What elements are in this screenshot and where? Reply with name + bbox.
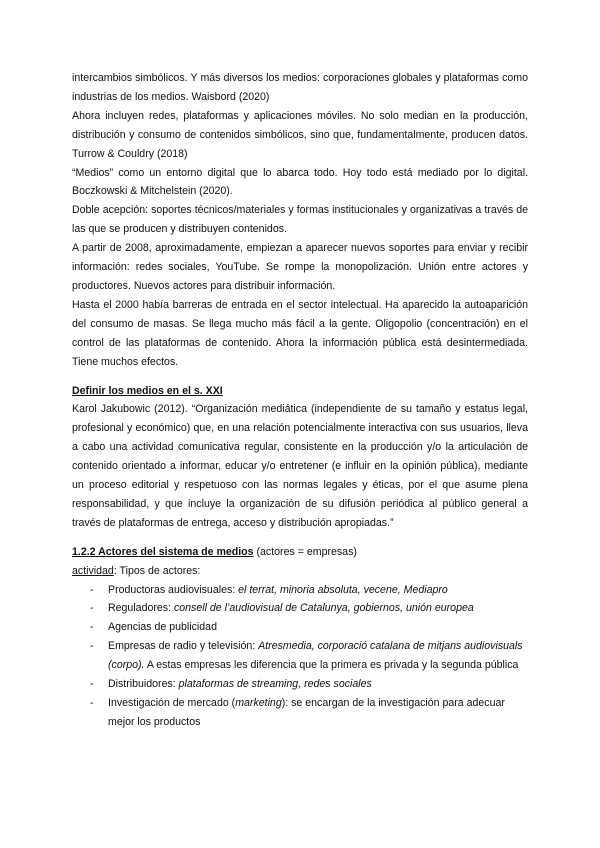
list-item-label: Productoras audiovisuales: — [108, 583, 239, 596]
list-item-detail: marketing — [235, 697, 282, 709]
paragraph-jakubowic: Karol Jakubowic (2012). “Organización mediática (independiente de su tamaño y estatus legal, profesional y económico) que, en una relación potencialmente interactiva con sus usuarios, lleva a cabo una actividad comunicativa regular, consistente en la producción y/o la articulación de contenido orientado a informar, educar y/o entretener (e influir en la opinión pública), mediante un proceso editorial y respetuoso con las normas legales y éticas, por el que asume plena responsabilidad, y que incluye la organización de su difusión periódica al público general a través de plataformas de entrega, acceso y distribución apropiadas.” — [72, 403, 528, 529]
list-item-detail: plataformas de streaming, redes sociales — [178, 678, 372, 691]
list-item-extra: ): se encargan de la investigación para adecuar mejor los productos — [108, 697, 505, 728]
paragraph-turrow-couldry: Ahora incluyen redes, plataformas y aplicaciones móviles. No solo median en la producción, distribución y consumo de contenidos simbólicos, sino que, fundamentalmente, producen datos. Turrow & Couldry (2018) — [72, 109, 528, 160]
list-item-label: Distribuidores: — [108, 678, 179, 691]
list-item — [72, 694, 528, 732]
paragraph-boczkowski: “Medios” como un entorno digital que lo abarca todo. Hoy todo está mediado por lo digital. Boczkowski & Mitchelstein (2020). — [72, 166, 528, 198]
paragraph-waisbord: intercambios simbólicos. Y más diversos los medios: corporaciones globales y plataformas como industrias de los medios. Waisbord (2020) — [72, 72, 528, 103]
document-page — [72, 69, 528, 732]
list-item — [72, 675, 528, 694]
list-item-label: Empresas de radio y televisión: — [108, 640, 259, 653]
list-item-extra: A estas empresas les diferencia que la primera es privada y la segunda pública — [144, 659, 519, 672]
activity-text: : Tipos de actores: — [113, 564, 201, 577]
list-item — [72, 599, 528, 618]
actors-list — [72, 581, 528, 732]
paragraph-doble-acepcion: Doble acepción: soportes técnicos/materiales y formas institucionales y organizativas a través de las que se producen y distribuyen contenidos. — [72, 204, 528, 236]
actors-heading-title: 1.2.2 Actores del sistema de medios — [72, 545, 254, 558]
list-item — [72, 618, 528, 637]
paragraph-2008: A partir de 2008, aproximadamente, empiezan a aparecer nuevos soportes para enviar y recibir información: redes sociales, YouTube. Se rompe la monopolización. Unión entre actores y productores. Nuevos actores para distribuir información. — [72, 242, 528, 292]
list-item — [72, 637, 528, 675]
paragraph-2000: Hasta el 2000 había barreras de entrada en el sector intelectual. Ha aparecido la autoaparición del consumo de masas. Se llega mucho más fácil a la gente. Oligopolio (concentración) en el control de las plataformas de contenido. Ahora la información pública está desintermediada. Tiene muchos efectos. — [72, 298, 528, 368]
list-item-detail: Atresmedia, corporació catalana de mitjans audiovisuals (corpo). — [108, 640, 523, 672]
list-item-label: Agencias de publicidad — [108, 621, 217, 634]
list-item-label: Investigación de mercado ( — [108, 697, 236, 709]
list-item-detail: consell de l’audiovisual de Catalunya, gobiernos, unión europea — [173, 602, 474, 615]
section-heading-actors — [72, 543, 528, 562]
list-item-detail: el terrat, minoria absoluta, vecene, Mediapro — [238, 583, 448, 596]
list-item-label: Reguladores: — [108, 602, 174, 615]
activity-label: actividad — [72, 564, 114, 577]
list-item — [72, 581, 528, 600]
section-heading-define-media: Definir los medios en el s. XXI — [72, 384, 223, 397]
actors-heading-note: (actores = empresas) — [253, 545, 357, 558]
activity-line — [72, 562, 528, 581]
